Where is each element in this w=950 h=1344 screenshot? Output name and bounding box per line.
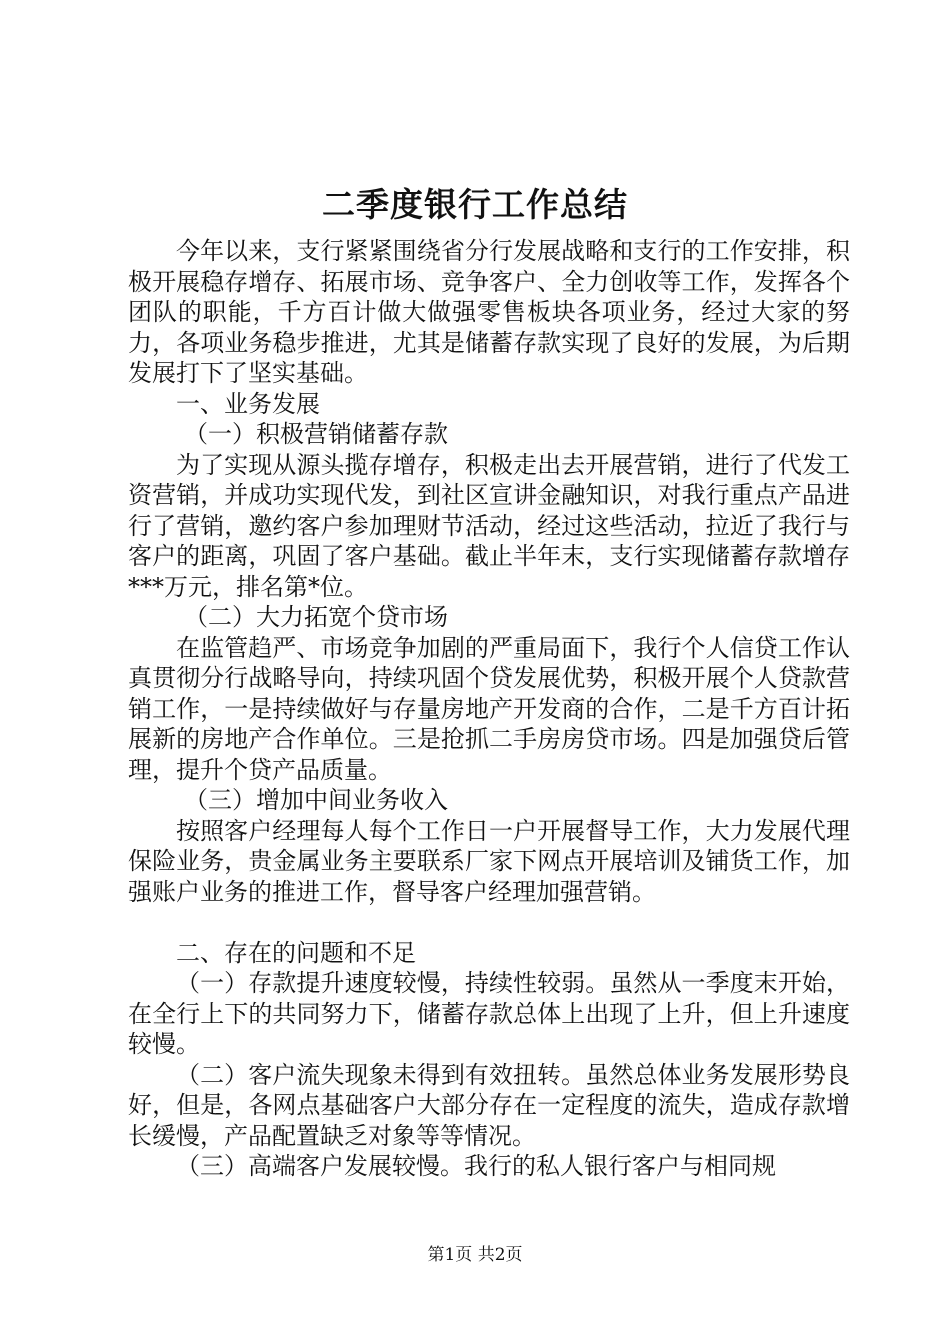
section-gap	[128, 907, 850, 938]
intro-paragraph: 今年以来，支行紧紧围绕省分行发展战略和支行的工作安排，积极开展稳存增存、拓展市场、竞争客户、全力创收等工作，发挥各个团队的职能，千方百计做大做强零售板块各项业务，经过大家的努力，各项业务稳步推进，尤其是储蓄存款实现了良好的发展，为后期发展打下了坚实基础。	[128, 237, 850, 387]
section-1-heading: 一、业务发展	[176, 389, 320, 418]
document-body	[128, 236, 850, 1182]
problem-item-3: （三）高端客户发展较慢。我行的私人银行客户与相同规	[176, 1152, 776, 1180]
subsection-3-text: 按照客户经理每人每个工作日一户开展督导工作，大力发展代理保险业务，贵金属业务主要联系厂家下网点开展培训及铺货工作，加强账户业务的推进工作，督导客户经理加强营销。	[128, 816, 850, 906]
document-title: 二季度银行工作总结	[322, 185, 628, 224]
subsection-1-heading: （一）积极营销储蓄存款	[184, 420, 448, 448]
section-2-heading: 二、存在的问题和不足	[176, 938, 416, 967]
problem-item-2: （二）客户流失现象未得到有效扭转。虽然总体业务发展形势良好，但是，各网点基础客户大部分存在一定程度的流失，造成存款增长缓慢，产品配置缺乏对象等等情况。	[128, 1060, 850, 1150]
subsection-2-heading: （二）大力拓宽个贷市场	[184, 603, 448, 631]
subsection-3-heading: （三）增加中间业务收入	[184, 786, 448, 814]
subsection-2-text: 在监管趋严、市场竞争加剧的严重局面下，我行个人信贷工作认真贯彻分行战略导向，持续巩固个贷发展优势，积极开展个人贷款营销工作，一是持续做好与存量房地产开发商的合作，二是千方百计拓展新的房地产合作单位。三是抢抓二手房房贷市场。四是加强贷后管理，提升个贷产品质量。	[128, 633, 850, 784]
problem-item-1: （一）存款提升速度较慢，持续性较弱。虽然从一季度末开始，在全行上下的共同努力下，储蓄存款总体上出现了上升，但上升速度较慢。	[128, 969, 850, 1058]
subsection-1-text: 为了实现从源头揽存增存，积极走出去开展营销，进行了代发工资营销，并成功实现代发，到社区宣讲金融知识，对我行重点产品进行了营销，邀约客户参加理财节活动，经过这些活动，拉近了我行与客户的距离，巩固了客户基础。截止半年末，支行实现储蓄存款增存***万元，排名第*位。	[128, 450, 850, 601]
page-footer: 第1页 共2页	[427, 1245, 523, 1265]
